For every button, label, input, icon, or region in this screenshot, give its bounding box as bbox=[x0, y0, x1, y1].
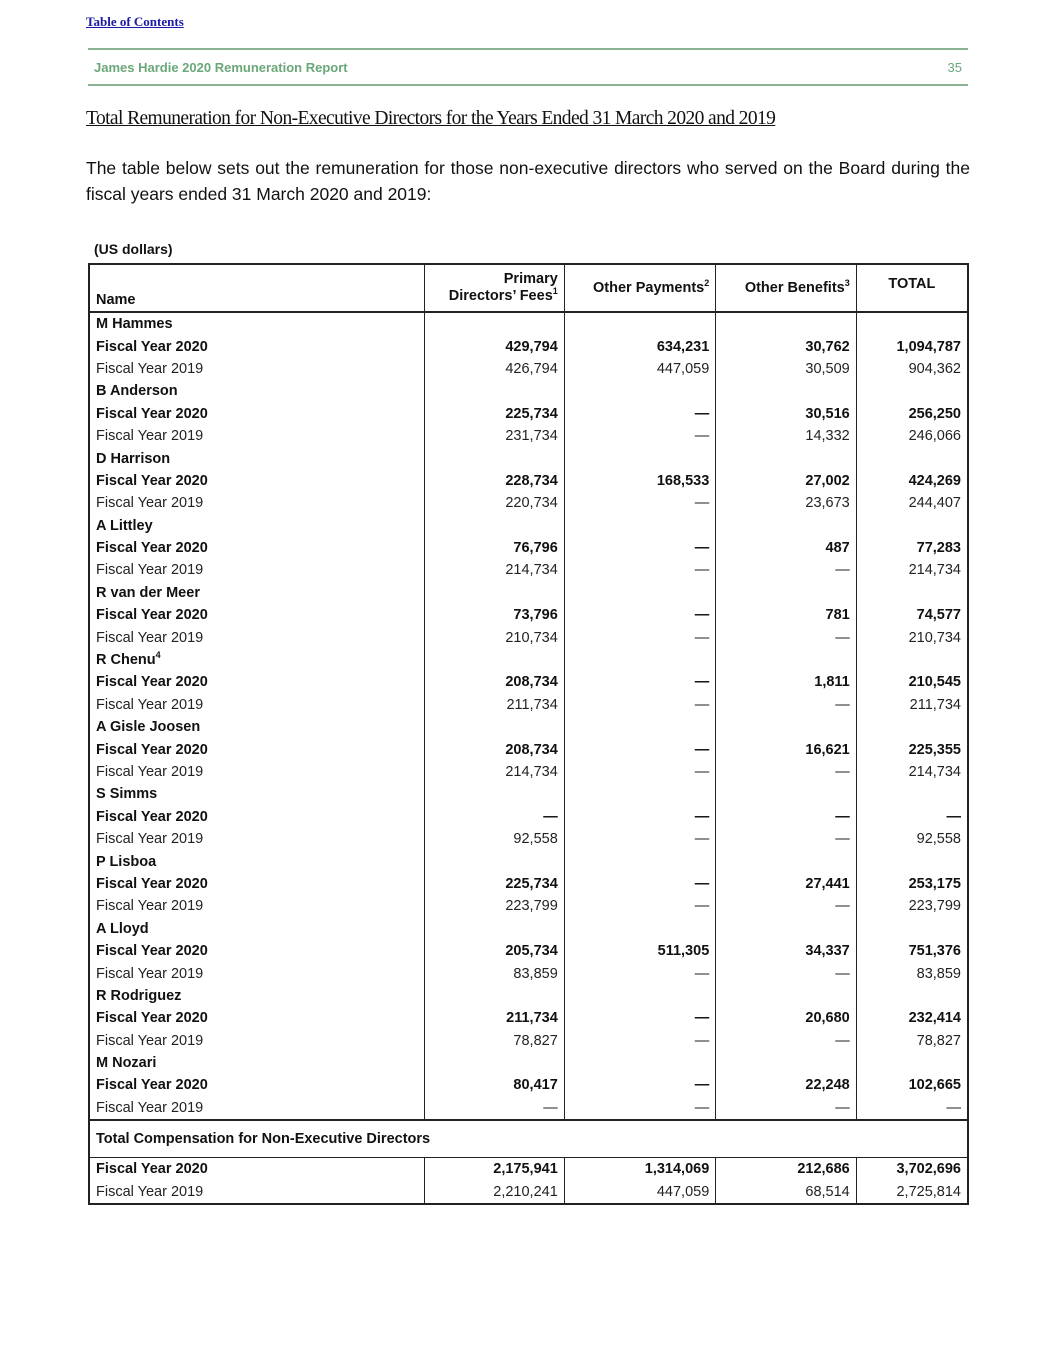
directors-fees-value: 225,734 bbox=[425, 403, 565, 425]
table-row-fy2020 bbox=[89, 873, 968, 895]
other-payments-total: 447,059 bbox=[564, 1180, 715, 1203]
other-payments-value: — bbox=[564, 1007, 715, 1029]
table-row-fy2019 bbox=[89, 1097, 968, 1120]
other-benefits-value: 22,248 bbox=[716, 1074, 856, 1096]
total-compensation-label: Total Compensation for Non-Executive Directors bbox=[89, 1120, 968, 1158]
directors-fees-value: 92,558 bbox=[425, 828, 565, 850]
year-label: Fiscal Year 2020 bbox=[89, 1007, 425, 1029]
other-benefits-value: 30,516 bbox=[716, 403, 856, 425]
director-name: S Simms bbox=[96, 786, 158, 803]
total-value: — bbox=[856, 1097, 968, 1120]
total-value: 92,558 bbox=[856, 828, 968, 850]
other-payments-value: — bbox=[564, 761, 715, 783]
report-title: James Hardie 2020 Remuneration Report bbox=[94, 60, 348, 75]
table-row-fy2019 bbox=[89, 694, 968, 716]
table-row-fy2019 bbox=[89, 1030, 968, 1052]
directors-fees-total: 2,175,941 bbox=[425, 1158, 565, 1181]
other-payments-value: 511,305 bbox=[564, 940, 715, 962]
other-payments-value: — bbox=[564, 1097, 715, 1120]
directors-fees-value: 80,417 bbox=[425, 1074, 565, 1096]
other-payments-value: — bbox=[564, 403, 715, 425]
year-label: Fiscal Year 2019 bbox=[89, 626, 425, 648]
intro-paragraph: The table below sets out the remuneration for those non-executive directors who served on the Board during the fiscal years ended 31 March 2020 and 2019: bbox=[86, 158, 970, 204]
other-benefits-value: 20,680 bbox=[716, 1007, 856, 1029]
total-value: 253,175 bbox=[856, 873, 968, 895]
grand-total: 2,725,814 bbox=[856, 1180, 968, 1203]
directors-fees-value: 208,734 bbox=[425, 671, 565, 693]
other-payments-value: — bbox=[564, 425, 715, 447]
other-payments-value: — bbox=[564, 559, 715, 581]
directors-fees-value: 205,734 bbox=[425, 940, 565, 962]
other-benefits-total: 68,514 bbox=[716, 1180, 856, 1203]
year-label: Fiscal Year 2019 bbox=[89, 1180, 425, 1203]
directors-fees-value: 76,796 bbox=[425, 537, 565, 559]
year-label: Fiscal Year 2020 bbox=[89, 1158, 425, 1181]
other-benefits-value: — bbox=[716, 761, 856, 783]
other-payments-value: — bbox=[564, 671, 715, 693]
other-benefits-value: 1,811 bbox=[716, 671, 856, 693]
total-value: 210,545 bbox=[856, 671, 968, 693]
total-value: 232,414 bbox=[856, 1007, 968, 1029]
year-label: Fiscal Year 2019 bbox=[89, 962, 425, 984]
directors-fees-value: — bbox=[425, 1097, 565, 1120]
total-value: 751,376 bbox=[856, 940, 968, 962]
directors-fees-value: — bbox=[425, 806, 565, 828]
director-name-row bbox=[89, 380, 968, 402]
year-label: Fiscal Year 2020 bbox=[89, 1074, 425, 1096]
director-name-row bbox=[89, 649, 968, 671]
other-payments-value: — bbox=[564, 828, 715, 850]
table-row-fy2020 bbox=[89, 537, 968, 559]
year-label: Fiscal Year 2019 bbox=[89, 694, 425, 716]
table-row-fy2020 bbox=[89, 1074, 968, 1096]
table-row-fy2019 bbox=[89, 828, 968, 850]
other-benefits-value: — bbox=[716, 828, 856, 850]
table-row-fy2019 bbox=[89, 962, 968, 984]
total-value: 225,355 bbox=[856, 738, 968, 760]
other-payments-value: — bbox=[564, 738, 715, 760]
other-benefits-value: 487 bbox=[716, 537, 856, 559]
other-payments-value: — bbox=[564, 895, 715, 917]
directors-fees-value: 429,794 bbox=[425, 335, 565, 357]
total-value: 214,734 bbox=[856, 559, 968, 581]
directors-fees-value: 231,734 bbox=[425, 425, 565, 447]
other-benefits-value: — bbox=[716, 694, 856, 716]
year-label: Fiscal Year 2020 bbox=[89, 940, 425, 962]
year-label: Fiscal Year 2019 bbox=[89, 358, 425, 380]
year-label: Fiscal Year 2019 bbox=[89, 1097, 425, 1120]
other-benefits-value: 23,673 bbox=[716, 492, 856, 514]
director-name: A Lloyd bbox=[96, 920, 149, 937]
director-name-row bbox=[89, 447, 968, 469]
director-name: R Chenu bbox=[96, 652, 156, 669]
other-benefits-total: 212,686 bbox=[716, 1158, 856, 1181]
other-benefits-value: 30,762 bbox=[716, 335, 856, 357]
other-payments-value: 634,231 bbox=[564, 335, 715, 357]
table-row-fy2019 bbox=[89, 895, 968, 917]
grand-total: 3,702,696 bbox=[856, 1158, 968, 1181]
other-payments-value: — bbox=[564, 604, 715, 626]
other-benefits-value: — bbox=[716, 895, 856, 917]
table-row-fy2020 bbox=[89, 806, 968, 828]
other-benefits-value: 27,441 bbox=[716, 873, 856, 895]
other-payments-value: — bbox=[564, 694, 715, 716]
directors-fees-value: 78,827 bbox=[425, 1030, 565, 1052]
total-value: — bbox=[856, 806, 968, 828]
other-payments-value: — bbox=[564, 626, 715, 648]
director-name-row bbox=[89, 582, 968, 604]
table-row-fy2020 bbox=[89, 335, 968, 357]
other-benefits-value: 14,332 bbox=[716, 425, 856, 447]
director-name-row bbox=[89, 1052, 968, 1074]
directors-fees-value: 220,734 bbox=[425, 492, 565, 514]
other-payments-value: 447,059 bbox=[564, 358, 715, 380]
table-row-fy2019 bbox=[89, 626, 968, 648]
director-name: A Littley bbox=[96, 517, 153, 534]
total-value: 244,407 bbox=[856, 492, 968, 514]
table-row-fy2020 bbox=[89, 671, 968, 693]
column-header-name: Name bbox=[89, 264, 425, 312]
year-label: Fiscal Year 2020 bbox=[89, 470, 425, 492]
column-header-other-payments: Other Payments$^2$ bbox=[564, 264, 715, 312]
total-value: 223,799 bbox=[856, 895, 968, 917]
director-name: B Anderson bbox=[96, 383, 178, 400]
currency-units-label: (US dollars) bbox=[94, 241, 173, 257]
total-value: 904,362 bbox=[856, 358, 968, 380]
total-value: 256,250 bbox=[856, 403, 968, 425]
directors-fees-value: 211,734 bbox=[425, 1007, 565, 1029]
directors-fees-value: 208,734 bbox=[425, 738, 565, 760]
footnote-marker: 2 bbox=[704, 278, 710, 288]
table-row-fy2019 bbox=[89, 358, 968, 380]
other-benefits-value: 34,337 bbox=[716, 940, 856, 962]
other-benefits-value: — bbox=[716, 559, 856, 581]
director-name-row bbox=[89, 783, 968, 805]
other-payments-value: — bbox=[564, 1074, 715, 1096]
year-label: Fiscal Year 2020 bbox=[89, 873, 425, 895]
total-value: 83,859 bbox=[856, 962, 968, 984]
director-name: P Lisboa bbox=[96, 853, 157, 870]
table-row-fy2020 bbox=[89, 470, 968, 492]
year-label: Fiscal Year 2020 bbox=[89, 671, 425, 693]
director-name: M Hammes bbox=[96, 316, 173, 333]
director-name: D Harrison bbox=[96, 450, 171, 467]
table-row-fy2019 bbox=[89, 425, 968, 447]
directors-fees-value: 426,794 bbox=[425, 358, 565, 380]
total-row-fy2020 bbox=[89, 1158, 968, 1181]
remuneration-table bbox=[88, 263, 969, 1205]
director-name: A Gisle Joosen bbox=[96, 719, 201, 736]
total-value: 424,269 bbox=[856, 470, 968, 492]
year-label: Fiscal Year 2020 bbox=[89, 403, 425, 425]
directors-fees-total: 2,210,241 bbox=[425, 1180, 565, 1203]
year-label: Fiscal Year 2019 bbox=[89, 1030, 425, 1052]
directors-fees-value: 214,734 bbox=[425, 761, 565, 783]
table-row-fy2019 bbox=[89, 492, 968, 514]
directors-fees-value: 225,734 bbox=[425, 873, 565, 895]
year-label: Fiscal Year 2019 bbox=[89, 895, 425, 917]
year-label: Fiscal Year 2019 bbox=[89, 828, 425, 850]
total-value: 102,665 bbox=[856, 1074, 968, 1096]
column-header-total: TOTAL bbox=[856, 264, 968, 312]
other-benefits-value: — bbox=[716, 1030, 856, 1052]
director-name: R Rodriguez bbox=[96, 987, 182, 1004]
director-name: R van der Meer bbox=[96, 584, 200, 601]
table-row-fy2020 bbox=[89, 1007, 968, 1029]
table-row-fy2019 bbox=[89, 559, 968, 581]
total-value: 246,066 bbox=[856, 425, 968, 447]
footnote-marker: 3 bbox=[844, 278, 850, 288]
total-value: 74,577 bbox=[856, 604, 968, 626]
other-benefits-value: — bbox=[716, 626, 856, 648]
column-header-directors-fees: Primary Directors’ Fees$^1$ bbox=[425, 264, 565, 312]
year-label: Fiscal Year 2020 bbox=[89, 335, 425, 357]
other-payments-value: — bbox=[564, 1030, 715, 1052]
page-number: 35 bbox=[947, 60, 962, 75]
year-label: Fiscal Year 2019 bbox=[89, 761, 425, 783]
total-compensation-label-row bbox=[89, 1120, 968, 1158]
other-benefits-value: 30,509 bbox=[716, 358, 856, 380]
other-payments-value: — bbox=[564, 873, 715, 895]
other-benefits-value: — bbox=[716, 1097, 856, 1120]
total-value: 78,827 bbox=[856, 1030, 968, 1052]
directors-fees-value: 223,799 bbox=[425, 895, 565, 917]
total-value: 210,734 bbox=[856, 626, 968, 648]
directors-fees-value: 214,734 bbox=[425, 559, 565, 581]
director-name-row bbox=[89, 312, 968, 335]
table-row-fy2020 bbox=[89, 738, 968, 760]
other-payments-value: — bbox=[564, 806, 715, 828]
total-value: 1,094,787 bbox=[856, 335, 968, 357]
directors-fees-value: 211,734 bbox=[425, 694, 565, 716]
directors-fees-value: 73,796 bbox=[425, 604, 565, 626]
year-label: Fiscal Year 2020 bbox=[89, 537, 425, 559]
director-name-row bbox=[89, 985, 968, 1007]
other-payments-value: — bbox=[564, 962, 715, 984]
director-name: M Nozari bbox=[96, 1055, 157, 1072]
director-name-row bbox=[89, 716, 968, 738]
total-value: 211,734 bbox=[856, 694, 968, 716]
director-name-row bbox=[89, 918, 968, 940]
table-header-row bbox=[89, 264, 968, 312]
other-benefits-value: 781 bbox=[716, 604, 856, 626]
table-row-fy2020 bbox=[89, 403, 968, 425]
other-benefits-value: — bbox=[716, 962, 856, 984]
table-row-fy2019 bbox=[89, 761, 968, 783]
footnote-marker: 4 bbox=[155, 650, 161, 661]
table-body bbox=[89, 312, 968, 1204]
year-label: Fiscal Year 2020 bbox=[89, 604, 425, 626]
total-value: 77,283 bbox=[856, 537, 968, 559]
other-payments-total: 1,314,069 bbox=[564, 1158, 715, 1181]
other-payments-value: — bbox=[564, 492, 715, 514]
year-label: Fiscal Year 2019 bbox=[89, 559, 425, 581]
footnote-marker: 1 bbox=[552, 286, 558, 296]
table-row-fy2020 bbox=[89, 604, 968, 626]
other-benefits-value: 27,002 bbox=[716, 470, 856, 492]
running-header bbox=[88, 48, 968, 86]
other-benefits-value: 16,621 bbox=[716, 738, 856, 760]
section-title: Total Remuneration for Non-Executive Directors for the Years Ended 31 March 2020 and 2019 bbox=[86, 108, 776, 129]
directors-fees-value: 210,734 bbox=[425, 626, 565, 648]
directors-fees-value: 83,859 bbox=[425, 962, 565, 984]
other-payments-value: — bbox=[564, 537, 715, 559]
year-label: Fiscal Year 2019 bbox=[89, 492, 425, 514]
table-row-fy2020 bbox=[89, 940, 968, 962]
directors-fees-value: 228,734 bbox=[425, 470, 565, 492]
table-of-contents-link[interactable]: Table of Contents bbox=[86, 14, 184, 29]
total-value: 214,734 bbox=[856, 761, 968, 783]
year-label: Fiscal Year 2019 bbox=[89, 425, 425, 447]
year-label: Fiscal Year 2020 bbox=[89, 738, 425, 760]
other-benefits-value: — bbox=[716, 806, 856, 828]
year-label: Fiscal Year 2020 bbox=[89, 806, 425, 828]
director-name-row bbox=[89, 515, 968, 537]
director-name-row bbox=[89, 850, 968, 872]
other-payments-value: 168,533 bbox=[564, 470, 715, 492]
column-header-other-benefits: Other Benefits$^3$ bbox=[716, 264, 856, 312]
total-row-fy2019 bbox=[89, 1180, 968, 1203]
